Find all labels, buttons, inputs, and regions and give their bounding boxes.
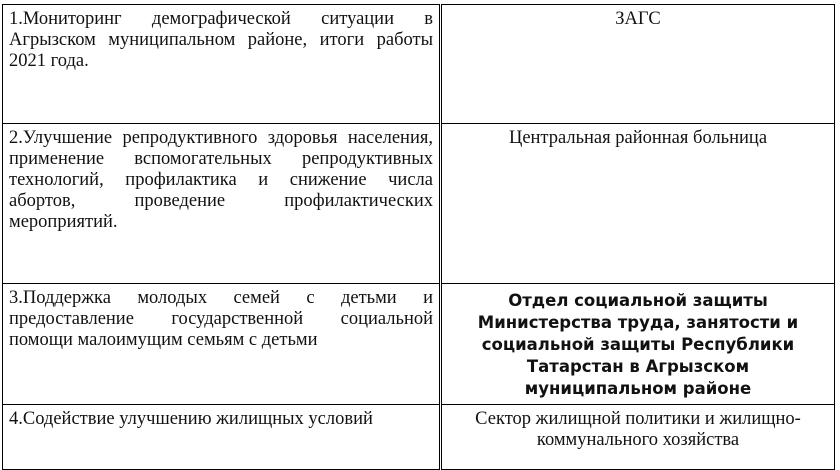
table-row	[3, 405, 835, 470]
task-cell: 2.Улучшение репродуктивного здоровья населения, применение вспомогательных репродуктивных технологий, профилактика и снижение числа абортов, проведение профилактических мероприятий.	[3, 124, 441, 284]
responsible-cell: ЗАГС	[441, 5, 835, 124]
table-row	[3, 284, 835, 405]
table-row	[3, 124, 835, 284]
table-row	[3, 5, 835, 124]
responsible-cell: Центральная районная больница	[441, 124, 835, 284]
responsible-cell: Отдел социальной защиты Министерства труда, занятости и социальной защиты Республики Татарстан в Агрызском муниципальном районе	[441, 284, 835, 405]
responsible-cell: Сектор жилищной политики и жилищно-коммунального хозяйства	[441, 405, 835, 470]
task-cell: 4.Содействие улучшению жилищных условий	[3, 405, 441, 470]
task-cell: 3.Поддержка молодых семей с детьми и предоставление государственной социальной помощи малоимущим семьям с детьми	[3, 284, 441, 405]
measures-table	[2, 4, 835, 470]
task-cell: 1.Мониторинг демографической ситуации в Агрызском муниципальном районе, итоги работы 2021 года.	[3, 5, 441, 124]
